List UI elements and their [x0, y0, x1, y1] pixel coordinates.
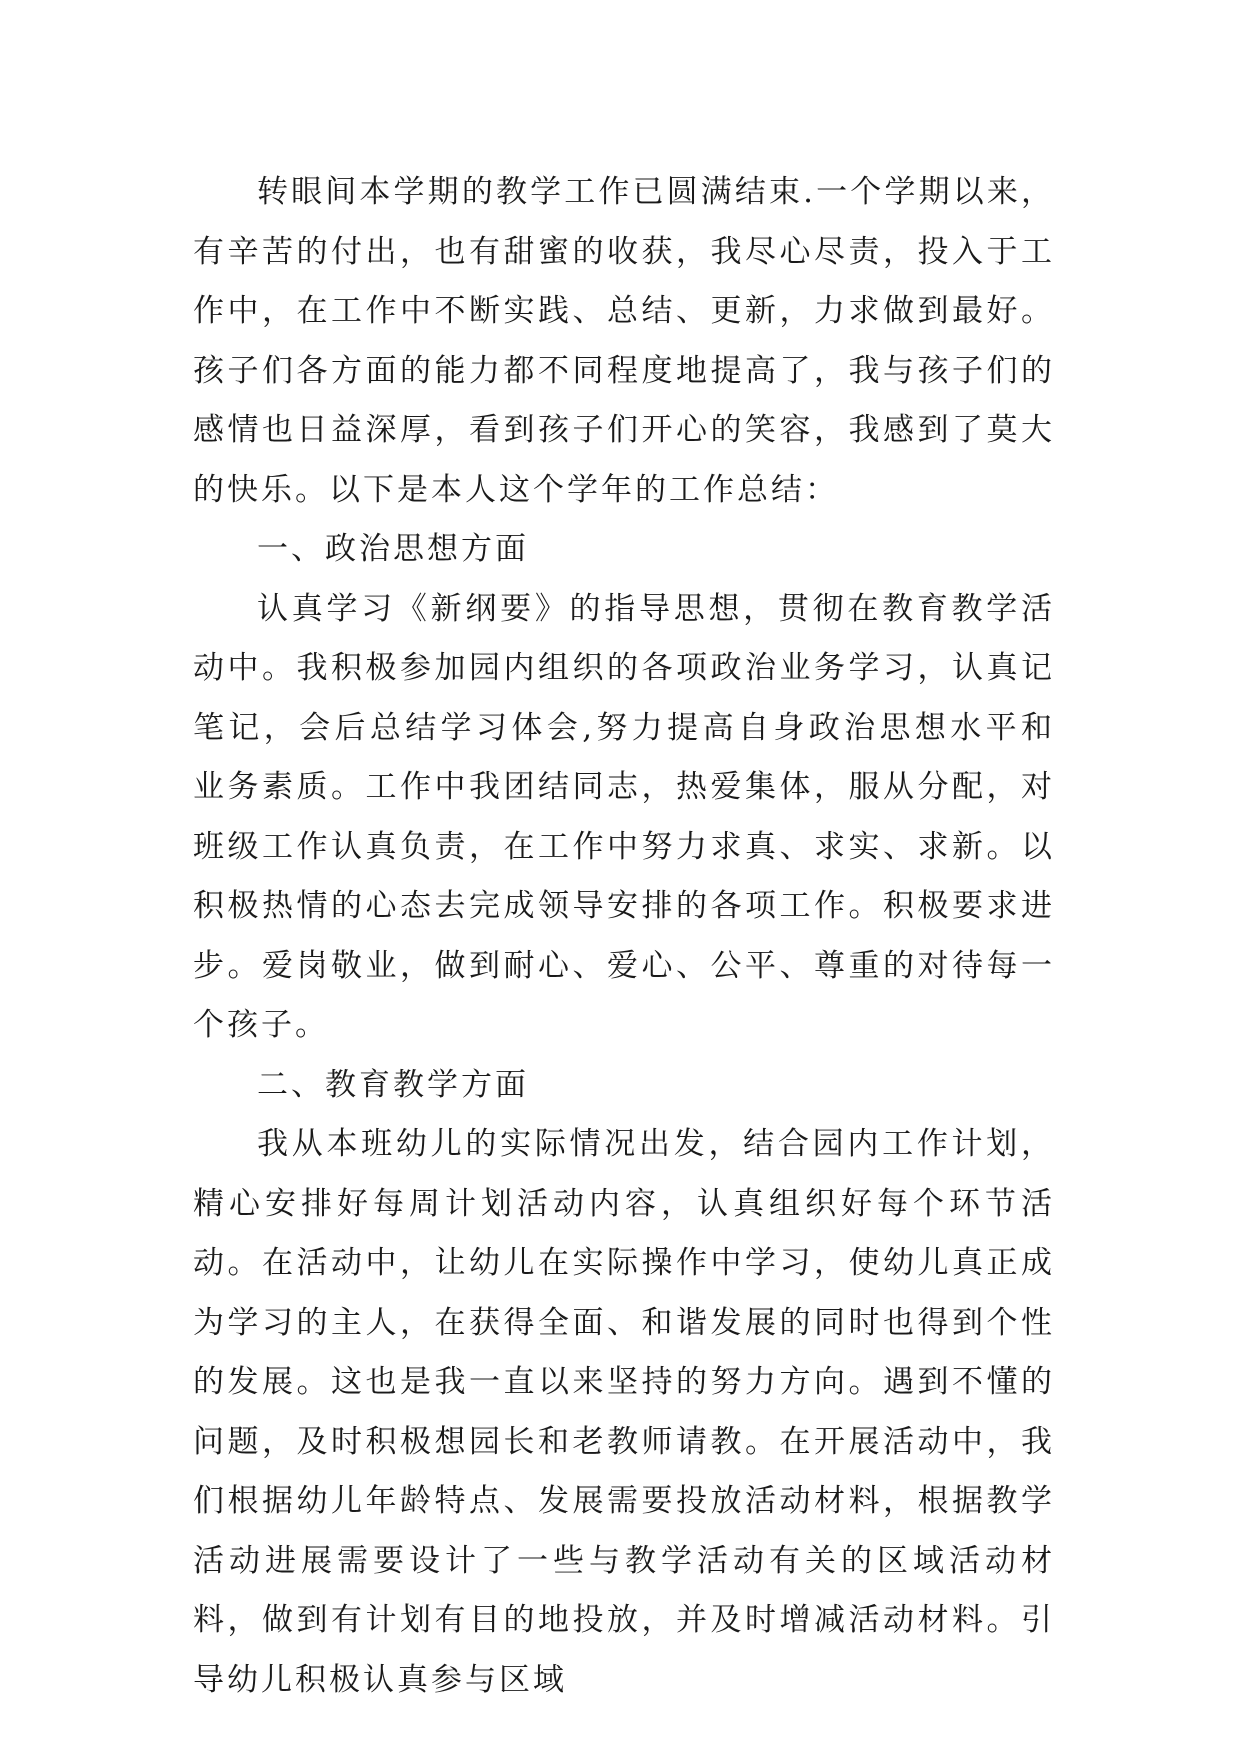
section-heading-politics: 一、政治思想方面	[257, 531, 529, 567]
section-heading-teaching: 二、教育教学方面	[257, 1066, 529, 1103]
teaching-paragraph: 我从本班幼儿的实际情况出发，结合园内工作计划，精心安排好每周计划活动内容，认真组织好每个环节活动。在活动中，让幼儿在实际操作中学习，使幼儿真正成为学习的主人，在获得全面、和谐发展的同时也得到个性的发展。这也是我一直以来坚持的努力方向。遇到不懂的问题，及时积极想园长和老教师请教。在开展活动中，我们根据幼儿年龄特点、发展需要投放活动材料，根据教学活动进展需要设计了一些与教学活动有关的区域活动材料，做到有计划有目的地投放，并及时增减活动材料。引导幼儿积极认真参与区域	[193, 1126, 1055, 1698]
politics-paragraph: 认真学习《新纲要》的指导思想，贯彻在教育教学活动中。我积极参加园内组织的各项政治业务学习，认真记笔记，会后总结学习体会,努力提高自身政治思想水平和业务素质。工作中我团结同志，热爱集体，服从分配，对班级工作认真负责，在工作中努力求真、求实、求新。以积极热情的心态去完成领导安排的各项工作。积极要求进步。爱岗敬业，做到耐心、爱心、公平、尊重的对待每一个孩子。	[193, 590, 1055, 1043]
intro-paragraph: 转眼间本学期的教学工作已圆满结束.一个学期以来，有辛苦的付出，也有甜蜜的收获，我尽心尽责，投入于工作中，在工作中不断实践、总结、更新，力求做到最好。孩子们各方面的能力都不同程度地提高了，我与孩子们的感情也日益深厚，看到孩子们开心的笑容，我感到了莫大的快乐。以下是本人这个学年的工作总结：	[193, 174, 1055, 508]
document-body	[193, 163, 1055, 1710]
